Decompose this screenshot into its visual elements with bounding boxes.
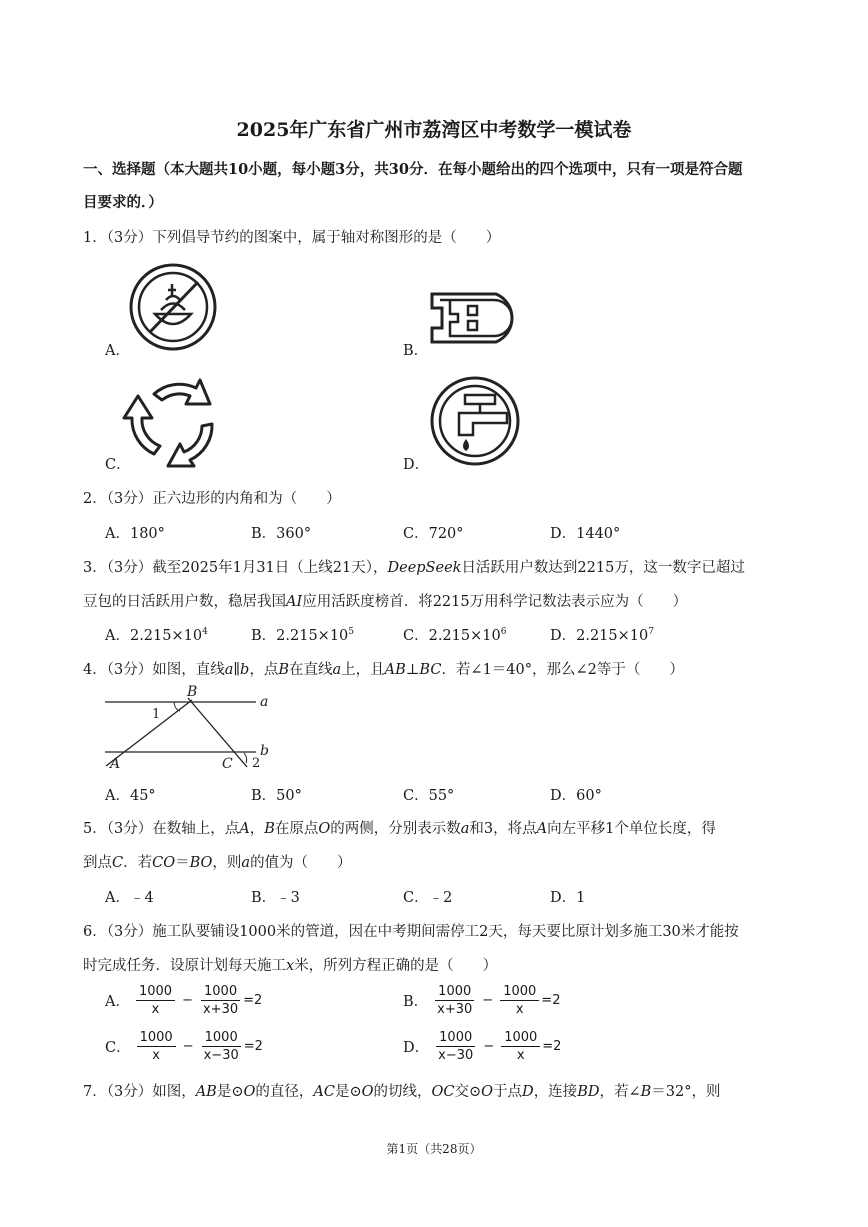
option-label: D． (403, 1040, 430, 1056)
q7-math: OC (431, 1084, 455, 1100)
option-label: A． (105, 994, 130, 1010)
q3-deepseek: DeepSeek (387, 560, 462, 576)
numerator: 1000 (436, 1030, 475, 1047)
q7-math: O (361, 1084, 374, 1100)
fraction (136, 984, 175, 1017)
q5-option-d: D．1 (550, 890, 586, 906)
q3-ai: AI (286, 594, 303, 610)
q7-text: 于点 (493, 1084, 523, 1100)
angle-2-arc (244, 753, 247, 763)
label-angle-2: 2 (252, 756, 261, 771)
q7-text: ＝32°，则 (651, 1084, 721, 1100)
q3-option-b (251, 624, 354, 645)
q4-text: 在直线 (288, 662, 333, 678)
page-title: 2025年广东省广州市荔湾区中考数学一模试卷 (236, 119, 632, 141)
question-5-line2 (83, 851, 352, 872)
q7-math: O (481, 1084, 494, 1100)
denominator: x (151, 1002, 160, 1017)
numerator: 1000 (137, 1030, 176, 1047)
no-food-waste-icon (128, 262, 218, 352)
q5-option-b: B．﹣3 (251, 890, 300, 906)
q7-text: 7．（3分）如图， (83, 1084, 196, 1100)
fraction (434, 984, 475, 1017)
q1-option-b: B． (403, 343, 429, 359)
q7-math: B (640, 1084, 652, 1100)
option-exponent: 4 (202, 627, 208, 638)
equation-rhs: =2 (243, 993, 263, 1008)
q3-option-c (403, 624, 506, 645)
option-label: C． (105, 1040, 131, 1056)
q4-text: ．若∠1＝40°，那么∠2等于（ ） (441, 662, 684, 678)
q4-text: 4．（3分）如图，直线 (83, 662, 225, 678)
denominator: x (152, 1048, 160, 1063)
label-angle-1: 1 (152, 707, 161, 722)
q5-text: ．若 (123, 855, 153, 871)
question-7-line1 (83, 1080, 720, 1101)
q3-option-d (550, 624, 654, 645)
q5-math: a (460, 821, 470, 837)
question-3-line2 (83, 590, 687, 611)
q6-option-a (105, 984, 262, 1017)
q7-text: ，若∠ (599, 1084, 641, 1100)
q6-text: 时完成任务．设原计划每天施工 (83, 958, 286, 974)
q5-math: B (264, 821, 275, 837)
q5-text: 的两侧，分别表示数 (330, 821, 461, 837)
q7-text: 是⊙ (334, 1084, 362, 1100)
label-b: b (260, 743, 269, 759)
q7-math: AC (313, 1084, 335, 1100)
q5-math: A (536, 821, 548, 837)
numerator: 1000 (500, 984, 539, 1001)
q4-option-a: A．45° (105, 788, 156, 804)
question-6-line1: 6．（3分）施工队要铺设1000米的管道，因在中考期间需停工2天，每天要比原计划多施工30米才能按 (83, 924, 739, 940)
fraction (200, 984, 241, 1017)
page-footer: 第1页（共28页） (386, 1142, 482, 1156)
q4-option-c: C．55° (403, 788, 455, 804)
q2-option-d: D．1440° (550, 526, 621, 542)
operator: − (182, 993, 193, 1008)
q3-text: 豆包的日活跃用户数，稳居我国 (83, 594, 286, 610)
q5-text: 和3，将点 (469, 821, 537, 837)
q5-text: 到点 (83, 855, 112, 871)
q1-option-a: A． (105, 343, 130, 359)
equation-rhs: =2 (243, 1039, 263, 1054)
q4-figure (100, 684, 280, 774)
numerator: 1000 (501, 1030, 540, 1047)
operator: − (482, 993, 494, 1008)
option-label: A．2.215×10 (105, 628, 203, 644)
operator: − (182, 1039, 194, 1054)
q3-text: 日活跃用户数达到2215万，这一数字已超过 (461, 560, 745, 576)
denominator: x (515, 1002, 524, 1017)
q6-option-c (105, 1030, 263, 1063)
q4-text: 上，且 (341, 662, 385, 678)
q3-text: 应用活跃度榜首．将2215万用科学记数法表示应为（ ） (302, 594, 688, 610)
q5-math: A (239, 821, 250, 837)
fraction (137, 1030, 176, 1063)
numerator: 1000 (435, 984, 474, 1001)
q4-math: a∥b (224, 662, 250, 678)
q4-math: B (278, 662, 289, 678)
option-label: C．2.215×10 (403, 628, 501, 644)
question-6-line2 (83, 954, 497, 975)
option-exponent: 6 (500, 627, 507, 638)
q3-text: 3．（3分）截至2025年1月31日（上线21天）， (83, 560, 388, 576)
denominator: x+30 (202, 1002, 239, 1017)
q5-math: BO (189, 855, 213, 871)
q7-text: ，连接 (533, 1084, 578, 1100)
label-a: a (260, 694, 269, 710)
q4-option-d: D．60° (550, 788, 602, 804)
q5-math: C (112, 855, 124, 871)
q7-math: AB (195, 1084, 217, 1100)
equation-rhs: =2 (541, 993, 561, 1008)
option-label: D．2.215×10 (550, 628, 649, 644)
q3-option-a (105, 624, 208, 645)
q6-option-d (403, 1030, 561, 1063)
option-exponent: 7 (648, 627, 654, 638)
q5-text: ， (249, 821, 265, 837)
q6-math: x (286, 958, 295, 974)
recycle-arrows-icon (124, 374, 220, 470)
denominator: x−30 (203, 1048, 239, 1063)
numerator: 1000 (201, 984, 240, 1001)
label-C: C (222, 756, 233, 772)
q4-text: ，点 (249, 662, 279, 678)
q5-option-a: A．﹣4 (105, 890, 154, 906)
fraction (435, 1030, 476, 1063)
question-4-stem (83, 658, 684, 679)
q5-text: ＝ (175, 855, 190, 871)
numerator: 1000 (136, 984, 175, 1001)
option-label: B． (403, 994, 429, 1010)
q7-math: BD (577, 1084, 600, 1100)
operator: − (483, 1039, 495, 1054)
equation-rhs: =2 (542, 1039, 562, 1054)
section-header-line2: 目要求的．） (83, 194, 163, 211)
q7-text: 交⊙ (454, 1084, 482, 1100)
label-A: A (110, 756, 121, 772)
q2-option-a: A．180° (105, 526, 165, 542)
q2-option-c: C．720° (403, 526, 464, 542)
option-label: B．2.215×10 (251, 628, 349, 644)
q7-math: D (522, 1084, 534, 1100)
q5-text: ，则 (212, 855, 242, 871)
option-exponent: 5 (348, 627, 355, 638)
q5-math: CO (152, 855, 176, 871)
q7-text: 的切线， (373, 1084, 432, 1100)
q7-text: 是⊙ (216, 1084, 244, 1100)
label-B: B (187, 684, 198, 700)
q7-math: O (243, 1084, 256, 1100)
denominator: x (516, 1048, 525, 1063)
q5-text: 5．（3分）在数轴上，点 (83, 821, 240, 837)
q5-text: 的值为（ ） (250, 855, 352, 871)
plug-icon (428, 290, 526, 346)
fraction (500, 984, 539, 1017)
fraction (501, 1030, 540, 1063)
q5-text: 在原点 (274, 821, 319, 837)
q5-option-c: C．﹣2 (403, 890, 453, 906)
denominator: x−30 (438, 1048, 474, 1063)
q7-text: 的直径， (255, 1084, 314, 1100)
water-tap-icon (429, 375, 521, 467)
denominator: x+30 (437, 1002, 473, 1017)
question-5-line1 (83, 817, 716, 838)
question-1-stem: 1．（3分）下列倡导节约的图案中，属于轴对称图形的是（ ） (83, 230, 501, 246)
q6-option-b (403, 984, 560, 1017)
fraction (201, 1030, 242, 1063)
q5-text: 向左平移1个单位长度，得 (547, 821, 716, 837)
question-3-line1 (83, 556, 745, 577)
question-2-stem: 2．（3分）正六边形的内角和为（ ） (83, 491, 341, 507)
section-header-line1: 一、选择题（本大题共10小题，每小题3分，共30分．在每小题给出的四个选项中，只有一项是符合题 (83, 161, 743, 178)
numerator: 1000 (202, 1030, 241, 1047)
q4-math: a (332, 662, 342, 678)
q4-math: AB⊥BC (384, 662, 442, 678)
segment-bc (188, 698, 247, 767)
q5-math: a (241, 855, 251, 871)
q1-option-d: D． (403, 457, 430, 473)
q5-math: O (318, 821, 331, 837)
q2-option-b: B．360° (251, 526, 312, 542)
q4-option-b: B．50° (251, 788, 302, 804)
q1-option-c: C． (105, 457, 131, 473)
q6-text: 米，所列方程正确的是（ ） (294, 958, 498, 974)
